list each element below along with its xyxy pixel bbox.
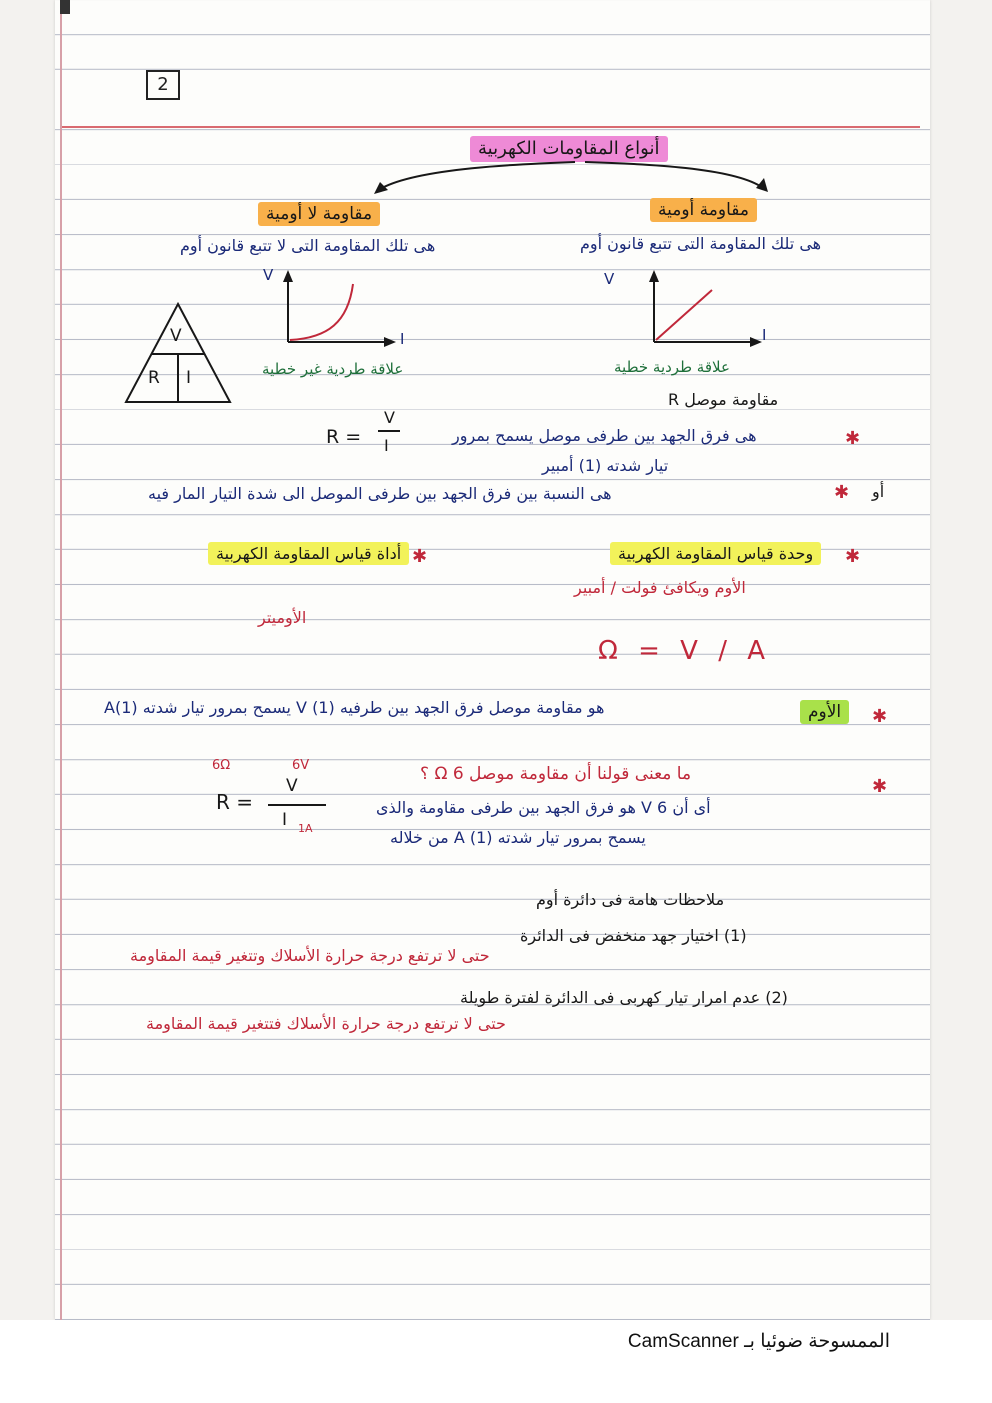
bullet-star: ✱ [845, 546, 861, 567]
binding-shadow [60, 0, 70, 14]
device-value: الأوميتر [258, 608, 307, 627]
answer-line2: يسمح بمرور تيار شدته A (1) من خلاله [390, 828, 646, 847]
page-title: أنواع المقاومات الكهربية [470, 136, 668, 162]
note-2: (2) عدم امرار تيار كهربى فى الدائرة لفترة طويلة [460, 988, 788, 1007]
question-text: ما معنى قولنا أن مقاومة موصل Ω 6 ؟ [420, 764, 692, 784]
ohmic-graph [624, 262, 794, 352]
notes-heading: ملاحظات هامة فى دائرة أوم [536, 890, 725, 909]
ohmic-relation: علاقة طردية خطية [614, 358, 730, 376]
bullet-star: ✱ [845, 428, 861, 449]
resistance-formula-den: I [384, 436, 389, 455]
resistance-formula-num: V [384, 408, 395, 427]
question-annotation-volt: 6V [292, 758, 310, 773]
ohm-label: الأوم [800, 700, 849, 724]
triangle-left: R [148, 368, 160, 388]
vri-triangle [120, 300, 236, 408]
bullet-star: ✱ [834, 482, 850, 503]
ohmic-x-label: I [762, 326, 767, 344]
non-ohmic-relation: علاقة طردية غير خطية [262, 360, 404, 378]
resistance-def1-line2: تيار شدته (1) أمبير [542, 456, 669, 475]
triangle-right: I [186, 368, 192, 388]
page-number: 2 [146, 70, 180, 100]
resistance-heading: مقاومة موصل R [668, 390, 779, 409]
resistance-def1-line1: هى فرق الجهد بين طرفى موصل يسمح بمرور [452, 426, 757, 445]
scanner-watermark: الممسوحة ضوئيا بـ CamScanner [627, 1331, 890, 1352]
ohmic-y-label: V [604, 270, 615, 288]
question-formula-lhs: R = [216, 790, 254, 814]
question-formula-num: V [286, 776, 298, 796]
bullet-star: ✱ [412, 546, 428, 567]
header-rule [62, 126, 920, 128]
note-1: (1) اختيار جهد منخفض فى الدائرة [520, 926, 747, 945]
non-ohmic-x-label: I [400, 330, 405, 348]
question-formula-den-sub: 1A [298, 822, 313, 835]
question-fraction-bar [268, 804, 326, 806]
ohmic-definition: هى تلك المقاومة التى تتبع قانون أوم [580, 234, 822, 253]
triangle-top: V [170, 326, 182, 346]
ohmic-heading: مقاومة أومية [650, 198, 757, 222]
margin-line [60, 0, 62, 1320]
question-formula-den: I [282, 810, 288, 830]
resistance-formula-lhs: R = [326, 426, 362, 448]
non-ohmic-definition: هى تلك المقاومة التى لا تتبع قانون أوم [180, 236, 436, 255]
ohm-definition: هو مقاومة موصل فرق الجهد بين طرفيه V (1) يسمح بمرور تيار شدته A(1) [104, 698, 605, 717]
question-annotation-ohm: 6Ω [212, 758, 231, 773]
unit-formula: Ω = V / A [598, 636, 772, 666]
device-heading: أداة قياس المقاومة الكهربية [208, 542, 409, 565]
resistance-fraction-bar [378, 430, 400, 432]
answer-line1: أى أن V 6 هو فرق الجهد بين طرفى مقاومة والذى [376, 798, 711, 817]
note-1-reason: حتى لا ترتفع درجة حرارة الأسلاك وتتغير قيمة المقاومة [130, 946, 490, 965]
note-2-reason: حتى لا ترتفع درجة حرارة الأسلاك فتتغير قيمة المقاومة [146, 1014, 506, 1033]
bullet-star: ✱ [872, 706, 888, 727]
resistance-def2: هى النسبة بين فرق الجهد بين طرفى الموصل الى شدة التيار المار فيه [148, 484, 612, 503]
non-ohmic-y-label: V [263, 266, 274, 284]
unit-value: الأوم ويكافئ فولت / أمبير [574, 578, 746, 597]
unit-heading: وحدة قياس المقاومة الكهربية [610, 542, 821, 565]
non-ohmic-heading: مقاومة لا أومية [258, 202, 380, 226]
bullet-star: ✱ [872, 776, 888, 797]
or-label: أو [872, 482, 885, 501]
